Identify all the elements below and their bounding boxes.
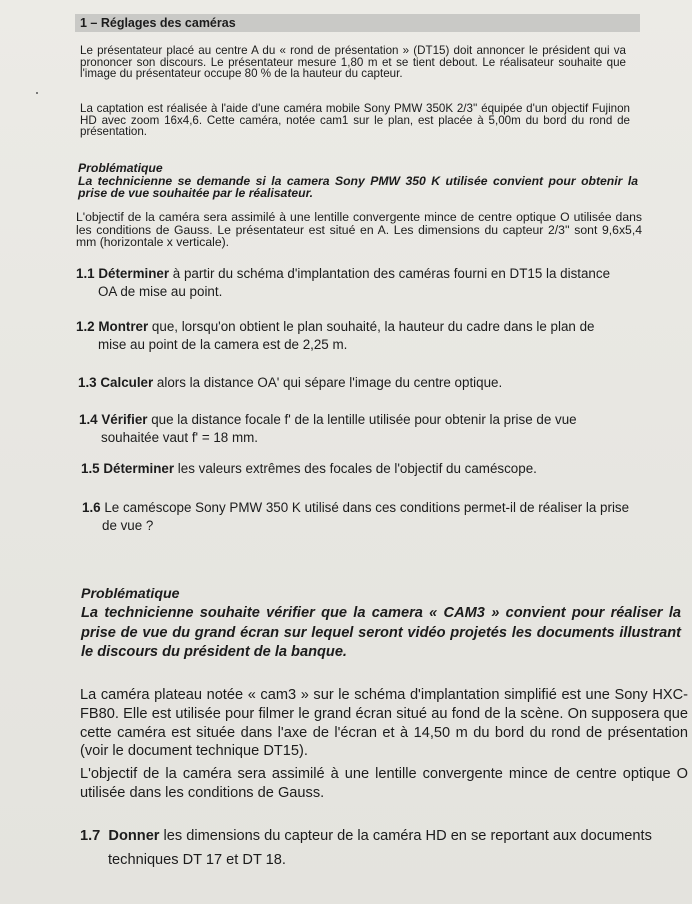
question-1-2 (76, 318, 656, 354)
problematique-2-text: La technicienne souhaite vérifier que la camera « CAM3 » convient pour réaliser la prise de vue du grand écran sur lequel seront vidéo projetés les documents illustrant le discours du président de la banque. (81, 605, 681, 660)
question-verb: Déterminer (98, 266, 170, 281)
question-number: 1.3 (78, 375, 97, 390)
speck (36, 92, 38, 94)
question-number: 1.7 (80, 828, 101, 844)
gauss-paragraph-2: L'objectif de la caméra sera assimilé à une lentille convergente mince de centre optique O utilisée dans les conditions de Gauss. (80, 766, 688, 801)
question-verb: Donner (108, 828, 160, 844)
gauss-paragraph: L'objectif de la caméra sera assimilé à une lentille convergente mince de centre optique O utilisée dans les conditions de Gauss. Le présentateur est situé en A. Les dimensions du capteur 2/3'' sont 9,6x5,4 mm (horizontale x verticale). (76, 210, 642, 250)
problematique-2-label: Problématique (81, 586, 180, 602)
question-1-4 (79, 411, 659, 447)
question-text-cont: souhaitée vaut f' = 18 mm. (101, 430, 259, 445)
question-number: 1.1 (76, 266, 95, 281)
question-1-7 (80, 824, 688, 872)
problematique-1 (78, 162, 638, 200)
question-text-cont: techniques DT 17 et DT 18. (108, 852, 286, 868)
section-title: 1 – Réglages des caméras (75, 14, 640, 32)
question-text: les dimensions du capteur de la caméra HD en se reportant aux documents (159, 828, 652, 844)
question-number: 1.5 (81, 461, 100, 476)
question-text: que, lorsqu'on obtient le plan souhaité, la hauteur du cadre dans le plan de (148, 319, 595, 334)
question-verb: Déterminer (103, 461, 175, 476)
question-text: que la distance focale f' de la lentille utilisée pour obtenir la prise de vue (147, 412, 577, 427)
question-text: Le caméscope Sony PMW 350 K utilisé dans ces conditions permet-il de réaliser la prise (104, 500, 630, 515)
cam3-paragraph: La caméra plateau notée « cam3 » sur le schéma d'implantation simplifié est une Sony HXC-FB80. Elle est utilisée pour filmer le grand écran situé au fond de la scène. On supposera que cette caméra est située dans l'axe de l'écran et à 14,50 m du bord du rond de présentation (voir le document technique DT15). (80, 687, 688, 760)
question-1-3 (78, 374, 648, 392)
question-number: 1.2 (76, 319, 95, 334)
problematique-1-text: La technicienne se demande si la camera Sony PMW 350 K utilisée convient pour obtenir la prise de vue souhaitée par le réalisateur. (78, 173, 638, 201)
intro-paragraph-2: La captation est réalisée à l'aide d'une caméra mobile Sony PMW 350K 2/3'' équipée d'un objectif Fujinon HD avec zoom 16x4,6. Cette caméra, notée cam1 sur le plan, est placée à 5,00m du bord du rond de présentation. (80, 102, 630, 139)
question-text-cont: de vue ? (102, 518, 154, 533)
question-number: 1.4 (79, 412, 98, 427)
question-verb: Montrer (98, 319, 149, 334)
question-text: à partir du schéma d'implantation des caméras fourni en DT15 la distance (169, 266, 611, 281)
question-1-1 (76, 265, 652, 301)
question-text-cont: mise au point de la camera est de 2,25 m. (98, 337, 348, 352)
question-text: les valeurs extrêmes des focales de l'objectif du caméscope. (174, 461, 537, 476)
question-text: alors la distance OA' qui sépare l'image du centre optique. (153, 375, 503, 390)
question-1-6 (82, 499, 674, 535)
problematique-2 (81, 584, 681, 663)
question-1-5 (81, 460, 661, 478)
question-number: 1.6 (82, 500, 101, 515)
problematique-1-label: Problématique (78, 161, 163, 175)
intro-paragraph-1: Le présentateur placé au centre A du « rond de présentation » (DT15) doit annoncer le président qui va prononcer son discours. Le présentateur mesure 1,80 m et se tient debout. Le réalisateur souhaite que l'image du présentateur occupe 80 % de la hauteur du capteur. (80, 44, 626, 81)
question-verb: Calculer (100, 375, 154, 390)
question-text-cont: OA de mise au point. (98, 284, 223, 299)
question-verb: Vérifier (101, 412, 148, 427)
